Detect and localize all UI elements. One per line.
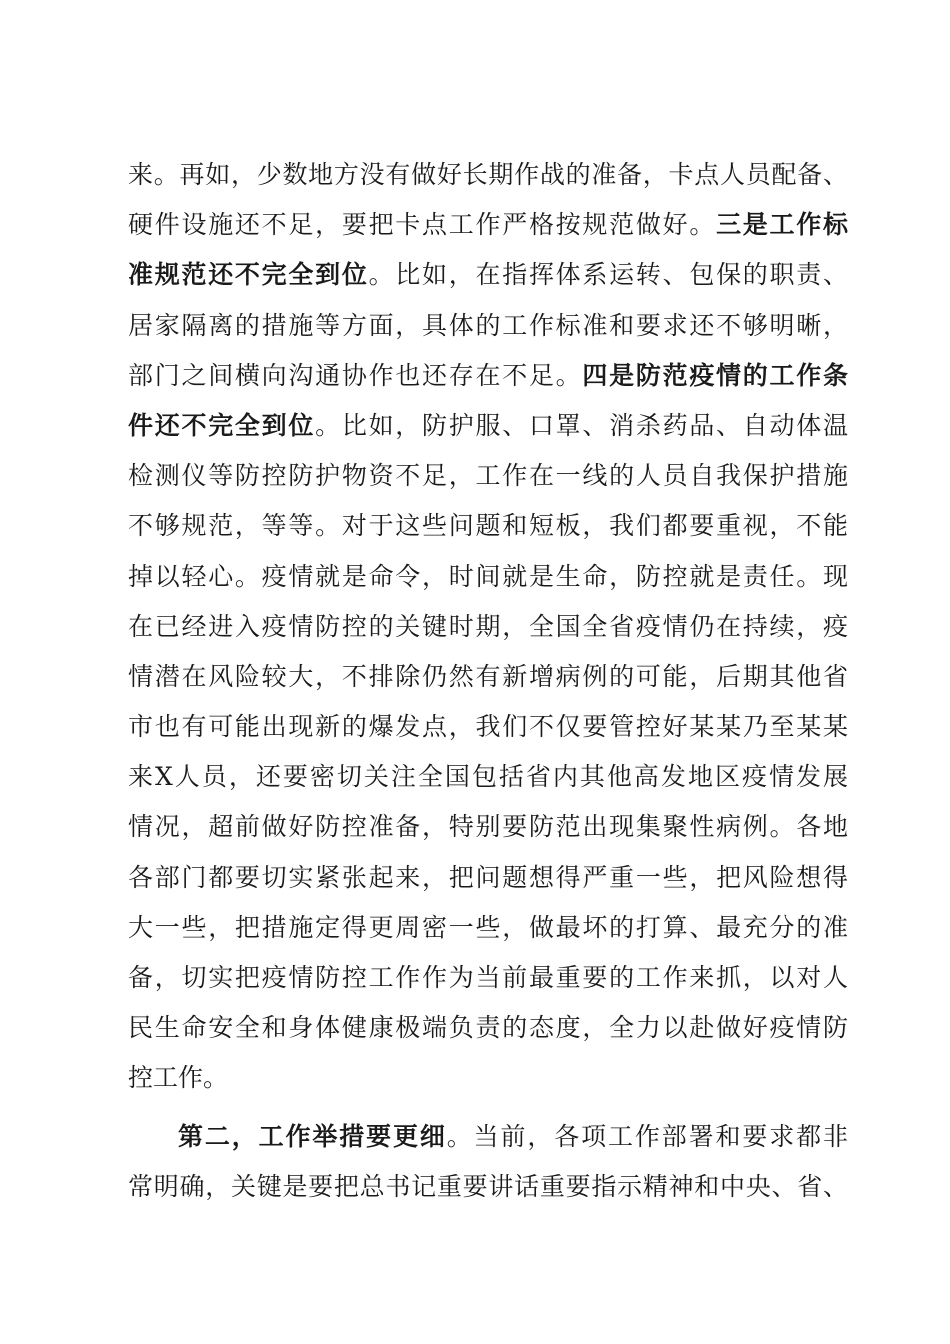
text-line [128, 702, 848, 752]
text-span: 。比如，在指挥体系运转、包保的职责、 [368, 260, 848, 290]
text-line [128, 552, 848, 602]
text-line [128, 501, 848, 551]
text-line [128, 652, 848, 702]
text-line [128, 301, 848, 351]
text-line [128, 451, 848, 501]
text-span: 检测仪等防控防护物资不足，工作在一线的人员自我保护措施 [128, 461, 848, 491]
text-span: 居家隔离的措施等方面，具体的工作标准和要求还不够明晰， [128, 310, 848, 340]
text-line [128, 953, 848, 1003]
text-line [128, 602, 848, 652]
text-span: 情况，超前做好防控准备，特别要防范出现集聚性病例。各地 [128, 812, 848, 842]
text-span: 大一些，把措施定得更周密一些，做最坏的打算、最充分的准 [128, 912, 848, 942]
text-span: 常明确，关键是要把总书记重要讲话重要指示精神和中央、省、 [128, 1171, 848, 1201]
text-span: 各部门都要切实紧张起来，把问题想得严重一些，把风险想得 [128, 862, 848, 892]
text-span: 在已经进入疫情防控的关键时期，全国全省疫情仍在持续，疫 [128, 611, 848, 641]
text-line [128, 401, 848, 451]
body-text [128, 150, 848, 1212]
text-line [128, 1162, 848, 1212]
text-line [128, 150, 848, 200]
bold-heading-span: 四是防范疫情的工作条 [582, 360, 848, 390]
text-span: 掉以轻心。疫情就是命令，时间就是生命，防控就是责任。现 [128, 561, 848, 591]
text-span: 硬件设施还不足，要把卡点工作严格按规范做好。 [128, 210, 717, 240]
text-span: 来。再如，少数地方没有做好长期作战的准备，卡点人员配备、 [128, 160, 848, 189]
text-span: 情潜在风险较大，不排除仍然有新增病例的可能，后期其他省 [128, 661, 848, 691]
text-line [128, 903, 848, 953]
text-line [128, 752, 848, 802]
text-line [128, 1003, 848, 1053]
bold-heading-span: 准规范还不完全到位 [128, 260, 369, 290]
text-span: 来X人员，还要密切关注全国包括省内其他高发地区疫情发展 [128, 762, 848, 792]
text-span: 民生命安全和身体健康极端负责的态度，全力以赴做好疫情防 [128, 1013, 848, 1043]
text-line [128, 250, 848, 300]
text-span: 部门之间横向沟通协作也还存在不足。 [128, 360, 583, 390]
section-heading-span: 第二，工作举措要更细 [178, 1121, 447, 1151]
text-span: 。当前，各项工作部署和要求都非 [446, 1121, 848, 1151]
text-span: 不够规范，等等。对于这些问题和短板，我们都要重视，不能 [128, 511, 848, 541]
text-line [128, 802, 848, 852]
bold-heading-span: 件还不完全到位 [128, 410, 316, 440]
text-line [128, 853, 848, 903]
text-span: 控工作。 [128, 1063, 229, 1093]
text-line [128, 200, 848, 250]
text-line [128, 351, 848, 401]
paragraph-end-line [128, 1053, 848, 1103]
text-span: 备，切实把疫情防控工作作为当前最重要的工作来抓，以对人 [128, 963, 848, 992]
bold-heading-span: 三是工作标 [716, 210, 848, 240]
paragraph-start-line [128, 1112, 848, 1162]
text-span: 市也有可能出现新的爆发点，我们不仅要管控好某某乃至某某 [128, 712, 848, 742]
text-span: 。比如，防护服、口罩、消杀药品、自动体温 [315, 410, 848, 440]
